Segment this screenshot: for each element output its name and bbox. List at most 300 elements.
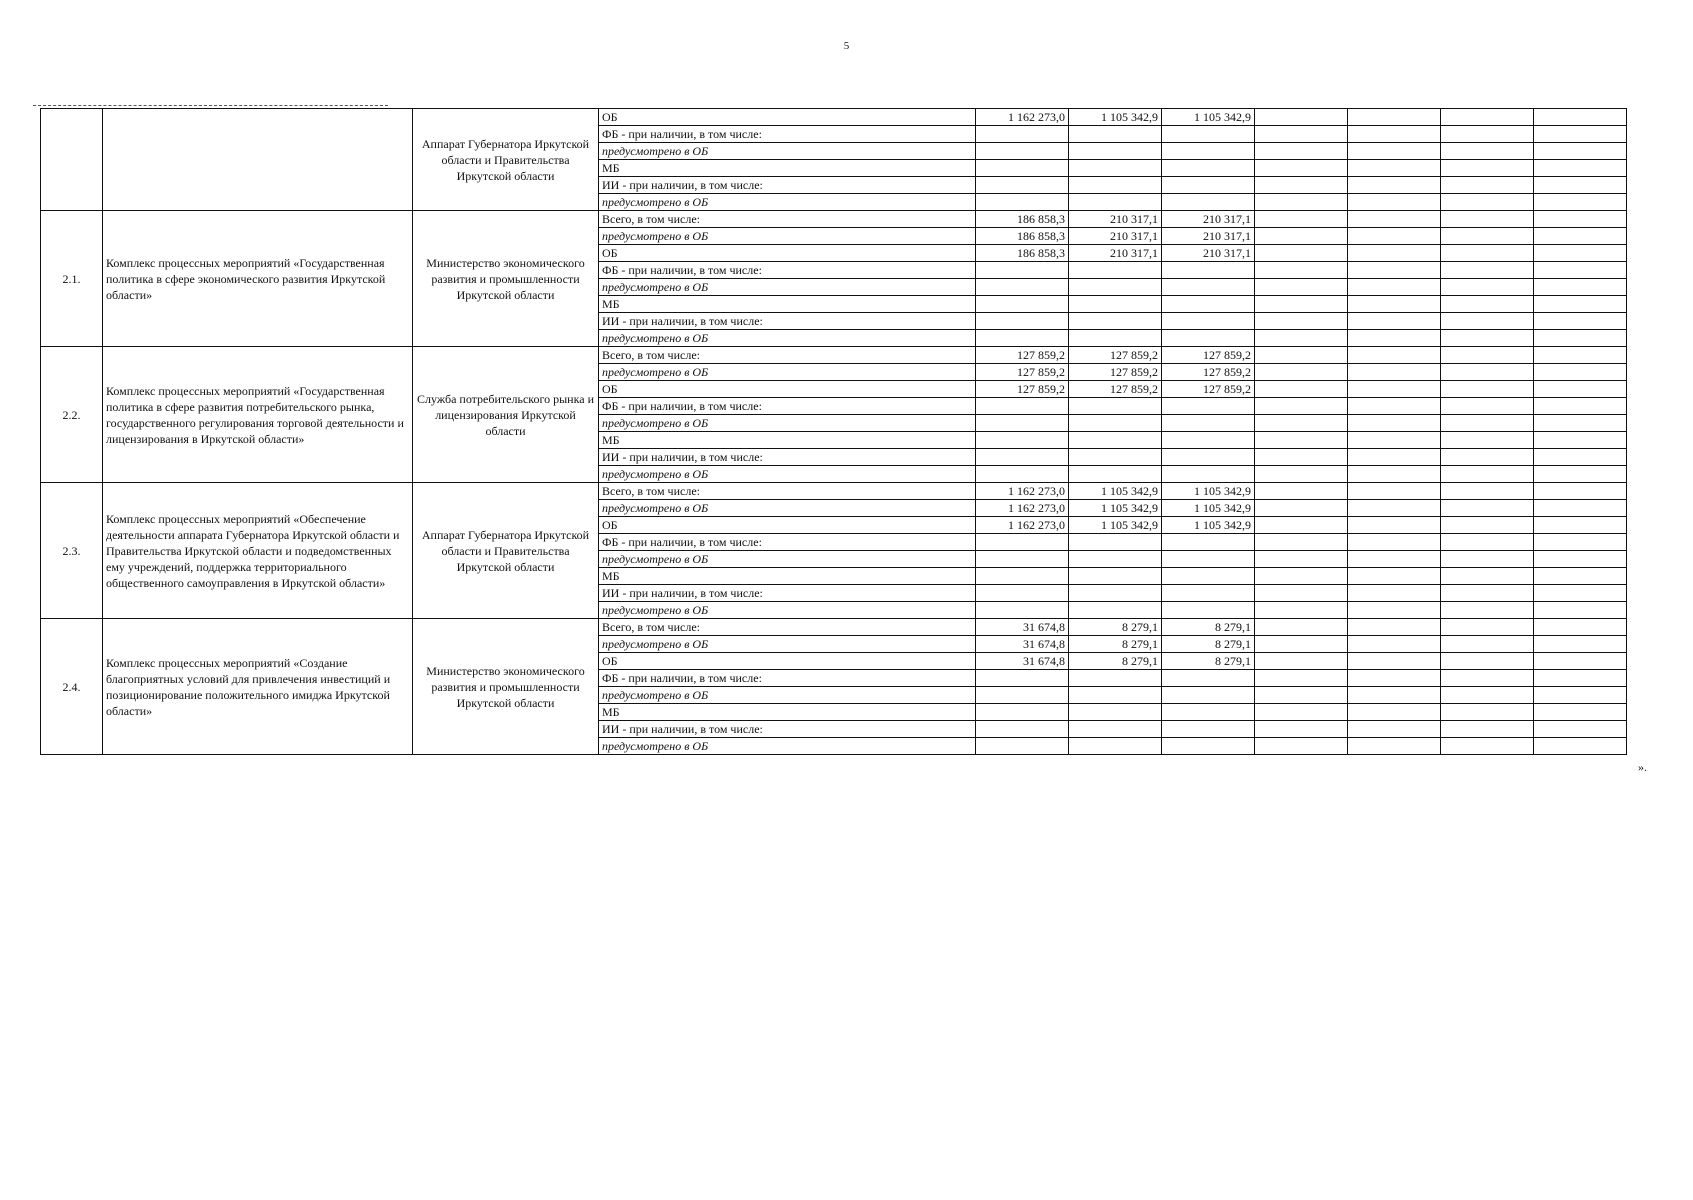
empty-amount-cell — [1255, 126, 1348, 143]
item-number-cell — [41, 109, 103, 211]
amount-year-3-cell — [1162, 177, 1255, 194]
amount-year-1-cell — [976, 296, 1069, 313]
empty-amount-cell — [1255, 177, 1348, 194]
empty-amount-cell — [1534, 126, 1627, 143]
amount-year-2-cell — [1069, 313, 1162, 330]
amount-year-1-cell: 127 859,2 — [976, 347, 1069, 364]
amount-year-2-cell — [1069, 602, 1162, 619]
empty-amount-cell — [1534, 619, 1627, 636]
executor-cell: Аппарат Губернатора Иркутской области и Правительства Иркутской области — [413, 483, 599, 619]
amount-year-3-cell: 1 105 342,9 — [1162, 483, 1255, 500]
amount-year-3-cell — [1162, 687, 1255, 704]
amount-year-2-cell — [1069, 177, 1162, 194]
amount-year-3-cell: 1 105 342,9 — [1162, 109, 1255, 126]
empty-amount-cell — [1534, 364, 1627, 381]
empty-amount-cell — [1255, 211, 1348, 228]
amount-year-2-cell: 1 105 342,9 — [1069, 517, 1162, 534]
empty-amount-cell — [1441, 330, 1534, 347]
funding-source-label: Всего, в том числе: — [599, 347, 976, 364]
empty-amount-cell — [1534, 551, 1627, 568]
empty-amount-cell — [1534, 687, 1627, 704]
funding-source-label: предусмотрено в ОБ — [599, 364, 976, 381]
funding-source-label: предусмотрено в ОБ — [599, 143, 976, 160]
funding-source-label: предусмотрено в ОБ — [599, 738, 976, 755]
amount-year-1-cell — [976, 687, 1069, 704]
empty-amount-cell — [1348, 551, 1441, 568]
empty-amount-cell — [1441, 296, 1534, 313]
empty-amount-cell — [1534, 313, 1627, 330]
item-title-cell: Комплекс процессных мероприятий «Государственная политика в сфере экономического развития Иркутской области» — [103, 211, 413, 347]
empty-amount-cell — [1255, 585, 1348, 602]
empty-amount-cell — [1534, 432, 1627, 449]
empty-amount-cell — [1534, 347, 1627, 364]
amount-year-1-cell — [976, 534, 1069, 551]
empty-amount-cell — [1441, 143, 1534, 160]
empty-amount-cell — [1441, 517, 1534, 534]
empty-amount-cell — [1534, 211, 1627, 228]
empty-amount-cell — [1255, 704, 1348, 721]
empty-amount-cell — [1534, 670, 1627, 687]
empty-amount-cell — [1534, 109, 1627, 126]
amount-year-2-cell — [1069, 279, 1162, 296]
amount-year-2-cell: 8 279,1 — [1069, 653, 1162, 670]
amount-year-3-cell: 8 279,1 — [1162, 636, 1255, 653]
amount-year-2-cell — [1069, 585, 1162, 602]
funding-source-label: ФБ - при наличии, в том числе: — [599, 670, 976, 687]
empty-amount-cell — [1348, 126, 1441, 143]
amount-year-1-cell — [976, 330, 1069, 347]
empty-amount-cell — [1441, 228, 1534, 245]
funding-source-label: ОБ — [599, 653, 976, 670]
empty-amount-cell — [1534, 279, 1627, 296]
empty-amount-cell — [1255, 517, 1348, 534]
amount-year-1-cell — [976, 313, 1069, 330]
amount-year-1-cell — [976, 177, 1069, 194]
funding-source-label: Всего, в том числе: — [599, 619, 976, 636]
amount-year-2-cell — [1069, 466, 1162, 483]
funding-source-label: предусмотрено в ОБ — [599, 279, 976, 296]
item-number-cell: 2.4. — [41, 619, 103, 755]
empty-amount-cell — [1534, 143, 1627, 160]
empty-amount-cell — [1255, 568, 1348, 585]
empty-amount-cell — [1348, 347, 1441, 364]
empty-amount-cell — [1534, 466, 1627, 483]
empty-amount-cell — [1348, 211, 1441, 228]
funding-source-label: ИИ - при наличии, в том числе: — [599, 449, 976, 466]
empty-amount-cell — [1441, 211, 1534, 228]
empty-amount-cell — [1255, 500, 1348, 517]
empty-amount-cell — [1534, 483, 1627, 500]
amount-year-3-cell: 1 105 342,9 — [1162, 500, 1255, 517]
funding-source-label: МБ — [599, 704, 976, 721]
empty-amount-cell — [1255, 602, 1348, 619]
empty-amount-cell — [1441, 534, 1534, 551]
empty-amount-cell — [1534, 194, 1627, 211]
table-row — [41, 347, 1627, 364]
funding-source-label: ИИ - при наличии, в том числе: — [599, 721, 976, 738]
table-row — [41, 211, 1627, 228]
empty-amount-cell — [1255, 687, 1348, 704]
amount-year-3-cell: 8 279,1 — [1162, 619, 1255, 636]
funding-source-label: предусмотрено в ОБ — [599, 194, 976, 211]
empty-amount-cell — [1534, 721, 1627, 738]
funding-source-label: Всего, в том числе: — [599, 211, 976, 228]
empty-amount-cell — [1441, 432, 1534, 449]
empty-amount-cell — [1348, 313, 1441, 330]
empty-amount-cell — [1441, 262, 1534, 279]
empty-amount-cell — [1441, 670, 1534, 687]
amount-year-3-cell: 210 317,1 — [1162, 245, 1255, 262]
empty-amount-cell — [1348, 721, 1441, 738]
empty-amount-cell — [1348, 653, 1441, 670]
empty-amount-cell — [1441, 483, 1534, 500]
item-title-cell: Комплекс процессных мероприятий «Обеспечение деятельности аппарата Губернатора Иркутской области и Правительства Иркутской области и подведомственных ему учреждений, поддержка территориального общественного самоуправления в Иркутской области» — [103, 483, 413, 619]
empty-amount-cell — [1441, 279, 1534, 296]
amount-year-2-cell: 1 105 342,9 — [1069, 109, 1162, 126]
empty-amount-cell — [1348, 602, 1441, 619]
empty-amount-cell — [1255, 483, 1348, 500]
empty-amount-cell — [1348, 483, 1441, 500]
empty-amount-cell — [1255, 381, 1348, 398]
amount-year-1-cell: 31 674,8 — [976, 636, 1069, 653]
empty-amount-cell — [1534, 177, 1627, 194]
empty-amount-cell — [1534, 262, 1627, 279]
empty-amount-cell — [1534, 160, 1627, 177]
amount-year-1-cell — [976, 398, 1069, 415]
empty-amount-cell — [1534, 704, 1627, 721]
empty-amount-cell — [1348, 415, 1441, 432]
amount-year-1-cell — [976, 602, 1069, 619]
amount-year-2-cell: 210 317,1 — [1069, 228, 1162, 245]
amount-year-3-cell — [1162, 415, 1255, 432]
amount-year-2-cell — [1069, 143, 1162, 160]
empty-amount-cell — [1348, 177, 1441, 194]
amount-year-3-cell — [1162, 432, 1255, 449]
amount-year-2-cell: 210 317,1 — [1069, 211, 1162, 228]
amount-year-3-cell: 127 859,2 — [1162, 347, 1255, 364]
empty-amount-cell — [1534, 381, 1627, 398]
empty-amount-cell — [1255, 738, 1348, 755]
funding-source-label: ОБ — [599, 245, 976, 262]
amount-year-1-cell: 31 674,8 — [976, 653, 1069, 670]
empty-amount-cell — [1255, 194, 1348, 211]
amount-year-1-cell — [976, 738, 1069, 755]
amount-year-3-cell — [1162, 398, 1255, 415]
empty-amount-cell — [1441, 160, 1534, 177]
empty-amount-cell — [1255, 398, 1348, 415]
amount-year-1-cell — [976, 262, 1069, 279]
page-number: 5 — [843, 40, 850, 52]
funding-source-label: МБ — [599, 568, 976, 585]
amount-year-2-cell — [1069, 415, 1162, 432]
funding-source-label: ФБ - при наличии, в том числе: — [599, 534, 976, 551]
empty-amount-cell — [1441, 245, 1534, 262]
empty-amount-cell — [1348, 143, 1441, 160]
item-number-cell: 2.2. — [41, 347, 103, 483]
amount-year-3-cell — [1162, 466, 1255, 483]
empty-amount-cell — [1348, 364, 1441, 381]
item-number-cell: 2.3. — [41, 483, 103, 619]
item-title-cell: Комплекс процессных мероприятий «Создание благоприятных условий для привлечения инвестиций и позиционирование положительного имиджа Иркутской области» — [103, 619, 413, 755]
item-title-cell: Комплекс процессных мероприятий «Государственная политика в сфере развития потребительского рынка, государственного регулирования торговой деятельности и лицензирования в Иркутской области» — [103, 347, 413, 483]
amount-year-2-cell: 127 859,2 — [1069, 364, 1162, 381]
table-row — [41, 483, 1627, 500]
amount-year-2-cell — [1069, 670, 1162, 687]
funding-source-label: ФБ - при наличии, в том числе: — [599, 398, 976, 415]
empty-amount-cell — [1441, 415, 1534, 432]
amount-year-3-cell — [1162, 704, 1255, 721]
empty-amount-cell — [1255, 313, 1348, 330]
funding-source-label: Всего, в том числе: — [599, 483, 976, 500]
empty-amount-cell — [1441, 177, 1534, 194]
empty-amount-cell — [1534, 602, 1627, 619]
empty-amount-cell — [1534, 585, 1627, 602]
amount-year-1-cell: 1 162 273,0 — [976, 500, 1069, 517]
amount-year-3-cell — [1162, 262, 1255, 279]
empty-amount-cell — [1348, 245, 1441, 262]
empty-amount-cell — [1348, 381, 1441, 398]
empty-amount-cell — [1255, 228, 1348, 245]
amount-year-3-cell — [1162, 738, 1255, 755]
funding-source-label: ОБ — [599, 109, 976, 126]
amount-year-2-cell — [1069, 534, 1162, 551]
amount-year-1-cell: 1 162 273,0 — [976, 109, 1069, 126]
empty-amount-cell — [1441, 585, 1534, 602]
empty-amount-cell — [1441, 551, 1534, 568]
amount-year-1-cell — [976, 449, 1069, 466]
empty-amount-cell — [1534, 636, 1627, 653]
amount-year-1-cell: 186 858,3 — [976, 211, 1069, 228]
amount-year-3-cell: 8 279,1 — [1162, 653, 1255, 670]
funding-source-label: предусмотрено в ОБ — [599, 466, 976, 483]
empty-amount-cell — [1534, 653, 1627, 670]
empty-amount-cell — [1255, 245, 1348, 262]
amount-year-1-cell — [976, 585, 1069, 602]
funding-source-label: ИИ - при наличии, в том числе: — [599, 313, 976, 330]
amount-year-3-cell — [1162, 143, 1255, 160]
amount-year-2-cell — [1069, 398, 1162, 415]
empty-amount-cell — [1255, 619, 1348, 636]
empty-amount-cell — [1441, 313, 1534, 330]
executor-cell: Министерство экономического развития и промышленности Иркутской области — [413, 211, 599, 347]
amount-year-2-cell: 8 279,1 — [1069, 619, 1162, 636]
amount-year-2-cell: 1 105 342,9 — [1069, 483, 1162, 500]
empty-amount-cell — [1255, 432, 1348, 449]
empty-amount-cell — [1348, 687, 1441, 704]
empty-amount-cell — [1534, 245, 1627, 262]
empty-amount-cell — [1255, 636, 1348, 653]
empty-amount-cell — [1441, 568, 1534, 585]
empty-amount-cell — [1348, 330, 1441, 347]
amount-year-3-cell — [1162, 551, 1255, 568]
empty-amount-cell — [1348, 466, 1441, 483]
empty-amount-cell — [1441, 636, 1534, 653]
amount-year-2-cell: 1 105 342,9 — [1069, 500, 1162, 517]
empty-amount-cell — [1441, 653, 1534, 670]
amount-year-2-cell: 127 859,2 — [1069, 347, 1162, 364]
empty-amount-cell — [1441, 721, 1534, 738]
amount-year-2-cell — [1069, 687, 1162, 704]
funding-source-label: ФБ - при наличии, в том числе: — [599, 262, 976, 279]
amount-year-3-cell: 127 859,2 — [1162, 381, 1255, 398]
item-title-cell — [103, 109, 413, 211]
amount-year-1-cell — [976, 568, 1069, 585]
empty-amount-cell — [1348, 432, 1441, 449]
funding-source-label: ФБ - при наличии, в том числе: — [599, 126, 976, 143]
empty-amount-cell — [1348, 279, 1441, 296]
amount-year-2-cell — [1069, 449, 1162, 466]
funding-source-label: МБ — [599, 160, 976, 177]
empty-amount-cell — [1255, 534, 1348, 551]
empty-amount-cell — [1441, 126, 1534, 143]
funding-source-label: предусмотрено в ОБ — [599, 228, 976, 245]
empty-amount-cell — [1441, 449, 1534, 466]
funding-source-label: предусмотрено в ОБ — [599, 602, 976, 619]
amount-year-1-cell — [976, 551, 1069, 568]
amount-year-1-cell — [976, 670, 1069, 687]
empty-amount-cell — [1534, 738, 1627, 755]
empty-amount-cell — [1255, 449, 1348, 466]
amount-year-2-cell — [1069, 432, 1162, 449]
amount-year-1-cell — [976, 279, 1069, 296]
amount-year-1-cell: 127 859,2 — [976, 364, 1069, 381]
empty-amount-cell — [1348, 109, 1441, 126]
executor-cell: Служба потребительского рынка и лицензирования Иркутской области — [413, 347, 599, 483]
amount-year-2-cell — [1069, 262, 1162, 279]
funding-source-label: предусмотрено в ОБ — [599, 500, 976, 517]
amount-year-3-cell — [1162, 296, 1255, 313]
amount-year-3-cell — [1162, 194, 1255, 211]
amount-year-2-cell — [1069, 551, 1162, 568]
amount-year-1-cell — [976, 721, 1069, 738]
amount-year-3-cell — [1162, 602, 1255, 619]
amount-year-1-cell — [976, 126, 1069, 143]
empty-amount-cell — [1534, 449, 1627, 466]
amount-year-3-cell — [1162, 279, 1255, 296]
table-row — [41, 619, 1627, 636]
empty-amount-cell — [1441, 194, 1534, 211]
amount-year-2-cell — [1069, 330, 1162, 347]
amount-year-2-cell — [1069, 721, 1162, 738]
funding-source-label: предусмотрено в ОБ — [599, 330, 976, 347]
amount-year-3-cell: 210 317,1 — [1162, 211, 1255, 228]
funding-source-label: ОБ — [599, 517, 976, 534]
empty-amount-cell — [1348, 517, 1441, 534]
empty-amount-cell — [1534, 330, 1627, 347]
amount-year-3-cell — [1162, 449, 1255, 466]
empty-amount-cell — [1255, 143, 1348, 160]
executor-cell: Министерство экономического развития и промышленности Иркутской области — [413, 619, 599, 755]
budget-table — [40, 108, 1627, 755]
amount-year-3-cell — [1162, 160, 1255, 177]
empty-amount-cell — [1348, 262, 1441, 279]
empty-amount-cell — [1255, 296, 1348, 313]
amount-year-2-cell: 8 279,1 — [1069, 636, 1162, 653]
empty-amount-cell — [1534, 398, 1627, 415]
amount-year-3-cell: 1 105 342,9 — [1162, 517, 1255, 534]
empty-amount-cell — [1348, 500, 1441, 517]
empty-amount-cell — [1534, 500, 1627, 517]
empty-amount-cell — [1255, 466, 1348, 483]
amount-year-3-cell — [1162, 670, 1255, 687]
empty-amount-cell — [1348, 568, 1441, 585]
amount-year-2-cell — [1069, 126, 1162, 143]
amount-year-2-cell: 210 317,1 — [1069, 245, 1162, 262]
funding-source-label: ИИ - при наличии, в том числе: — [599, 585, 976, 602]
empty-amount-cell — [1348, 194, 1441, 211]
amount-year-3-cell: 127 859,2 — [1162, 364, 1255, 381]
funding-source-label: предусмотрено в ОБ — [599, 636, 976, 653]
amount-year-1-cell — [976, 704, 1069, 721]
empty-amount-cell — [1441, 619, 1534, 636]
funding-source-label: ИИ - при наличии, в том числе: — [599, 177, 976, 194]
amount-year-3-cell — [1162, 721, 1255, 738]
executor-cell: Аппарат Губернатора Иркутской области и Правительства Иркутской области — [413, 109, 599, 211]
empty-amount-cell — [1255, 262, 1348, 279]
funding-source-label: ОБ — [599, 381, 976, 398]
empty-amount-cell — [1255, 721, 1348, 738]
empty-amount-cell — [1441, 364, 1534, 381]
empty-amount-cell — [1441, 109, 1534, 126]
amount-year-1-cell — [976, 432, 1069, 449]
budget-table-body — [41, 109, 1627, 755]
amount-year-3-cell — [1162, 568, 1255, 585]
empty-amount-cell — [1534, 517, 1627, 534]
amount-year-3-cell — [1162, 330, 1255, 347]
empty-amount-cell — [1348, 619, 1441, 636]
amount-year-2-cell — [1069, 194, 1162, 211]
amount-year-1-cell — [976, 466, 1069, 483]
empty-amount-cell — [1348, 636, 1441, 653]
amount-year-3-cell: 210 317,1 — [1162, 228, 1255, 245]
empty-amount-cell — [1348, 449, 1441, 466]
empty-amount-cell — [1348, 534, 1441, 551]
funding-source-label: МБ — [599, 296, 976, 313]
empty-amount-cell — [1441, 738, 1534, 755]
empty-amount-cell — [1255, 364, 1348, 381]
empty-amount-cell — [1255, 279, 1348, 296]
amount-year-2-cell — [1069, 160, 1162, 177]
empty-amount-cell — [1255, 109, 1348, 126]
amount-year-1-cell — [976, 415, 1069, 432]
empty-amount-cell — [1348, 738, 1441, 755]
empty-amount-cell — [1255, 653, 1348, 670]
amount-year-1-cell: 31 674,8 — [976, 619, 1069, 636]
funding-source-label: предусмотрено в ОБ — [599, 551, 976, 568]
amount-year-1-cell: 127 859,2 — [976, 381, 1069, 398]
amount-year-1-cell: 1 162 273,0 — [976, 517, 1069, 534]
empty-amount-cell — [1534, 415, 1627, 432]
amount-year-1-cell — [976, 143, 1069, 160]
empty-amount-cell — [1255, 160, 1348, 177]
empty-amount-cell — [1534, 296, 1627, 313]
empty-amount-cell — [1441, 398, 1534, 415]
amount-year-3-cell — [1162, 126, 1255, 143]
funding-source-label: предусмотрено в ОБ — [599, 415, 976, 432]
empty-amount-cell — [1348, 704, 1441, 721]
empty-amount-cell — [1348, 398, 1441, 415]
empty-amount-cell — [1534, 534, 1627, 551]
empty-amount-cell — [1441, 687, 1534, 704]
empty-amount-cell — [1441, 466, 1534, 483]
empty-amount-cell — [1441, 602, 1534, 619]
item-number-cell: 2.1. — [41, 211, 103, 347]
empty-amount-cell — [1441, 500, 1534, 517]
funding-source-label: МБ — [599, 432, 976, 449]
empty-amount-cell — [1255, 551, 1348, 568]
empty-amount-cell — [1255, 347, 1348, 364]
amount-year-1-cell — [976, 160, 1069, 177]
